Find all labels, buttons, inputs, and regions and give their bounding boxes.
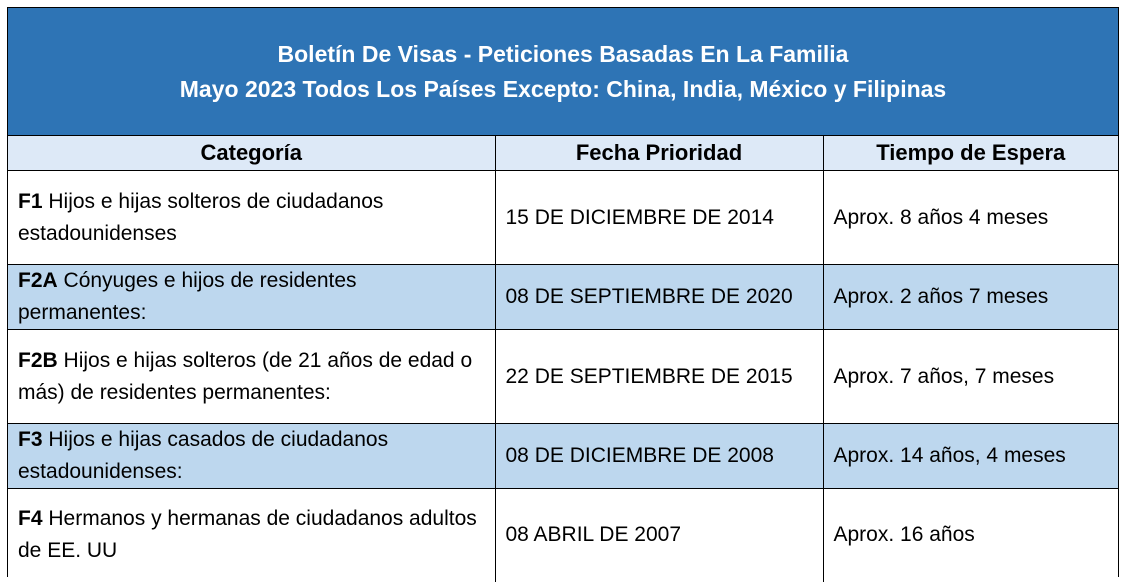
category-description: Hijos e hijas casados de ciudadanos estadounidenses: bbox=[18, 428, 389, 483]
column-header-category: Categoría bbox=[8, 136, 495, 171]
category-description: Hijos e hijas solteros (de 21 años de edad o más) de residentes permanentes: bbox=[18, 348, 473, 404]
wait-time-cell: Aprox. 8 años 4 meses bbox=[823, 171, 1118, 265]
wait-time-cell: Aprox. 7 años, 7 meses bbox=[823, 330, 1118, 424]
bulletin-title bbox=[8, 8, 1118, 136]
priority-date-cell: 08 ABRIL DE 2007 bbox=[495, 489, 823, 582]
wait-time-cell: Aprox. 16 años bbox=[823, 489, 1118, 582]
table-row bbox=[8, 265, 1118, 330]
category-code: F2A bbox=[18, 269, 58, 292]
column-header-wait-time: Tiempo de Espera bbox=[823, 136, 1118, 171]
wait-time-cell: Aprox. 2 años 7 meses bbox=[823, 265, 1118, 330]
category-code: F3 bbox=[18, 428, 43, 451]
category-code: F4 bbox=[18, 507, 43, 531]
category-cell bbox=[8, 265, 495, 330]
title-line-2: Mayo 2023 Todos Los Países Excepto: China, India, México y Filipinas bbox=[179, 75, 947, 102]
category-cell bbox=[8, 171, 495, 265]
table-row bbox=[8, 424, 1118, 489]
category-cell bbox=[8, 424, 495, 489]
table-row bbox=[8, 489, 1118, 582]
category-code: F1 bbox=[18, 189, 43, 213]
category-cell bbox=[8, 330, 495, 424]
table-row bbox=[8, 330, 1118, 424]
priority-date-cell: 22 DE SEPTIEMBRE DE 2015 bbox=[495, 330, 823, 424]
table-row bbox=[8, 171, 1118, 265]
title-line-1: Boletín De Visas - Peticiones Basadas En La Familia bbox=[277, 40, 849, 67]
wait-time-cell: Aprox. 14 años, 4 meses bbox=[823, 424, 1118, 489]
visa-bulletin-table bbox=[8, 136, 1118, 582]
priority-date-cell: 08 DE SEPTIEMBRE DE 2020 bbox=[495, 265, 823, 330]
category-code: F2B bbox=[18, 348, 58, 372]
category-description: Cónyuges e hijos de residentes permanentes: bbox=[18, 269, 357, 324]
priority-date-cell: 08 DE DICIEMBRE DE 2008 bbox=[495, 424, 823, 489]
category-cell bbox=[8, 489, 495, 582]
visa-bulletin-table-container bbox=[7, 7, 1119, 577]
table-header-row bbox=[8, 136, 1118, 171]
priority-date-cell: 15 DE DICIEMBRE DE 2014 bbox=[495, 171, 823, 265]
column-header-priority-date: Fecha Prioridad bbox=[495, 136, 823, 171]
category-description: Hermanos y hermanas de ciudadanos adultos de EE. UU bbox=[18, 507, 477, 563]
category-description: Hijos e hijas solteros de ciudadanos estadounidenses bbox=[18, 189, 384, 245]
